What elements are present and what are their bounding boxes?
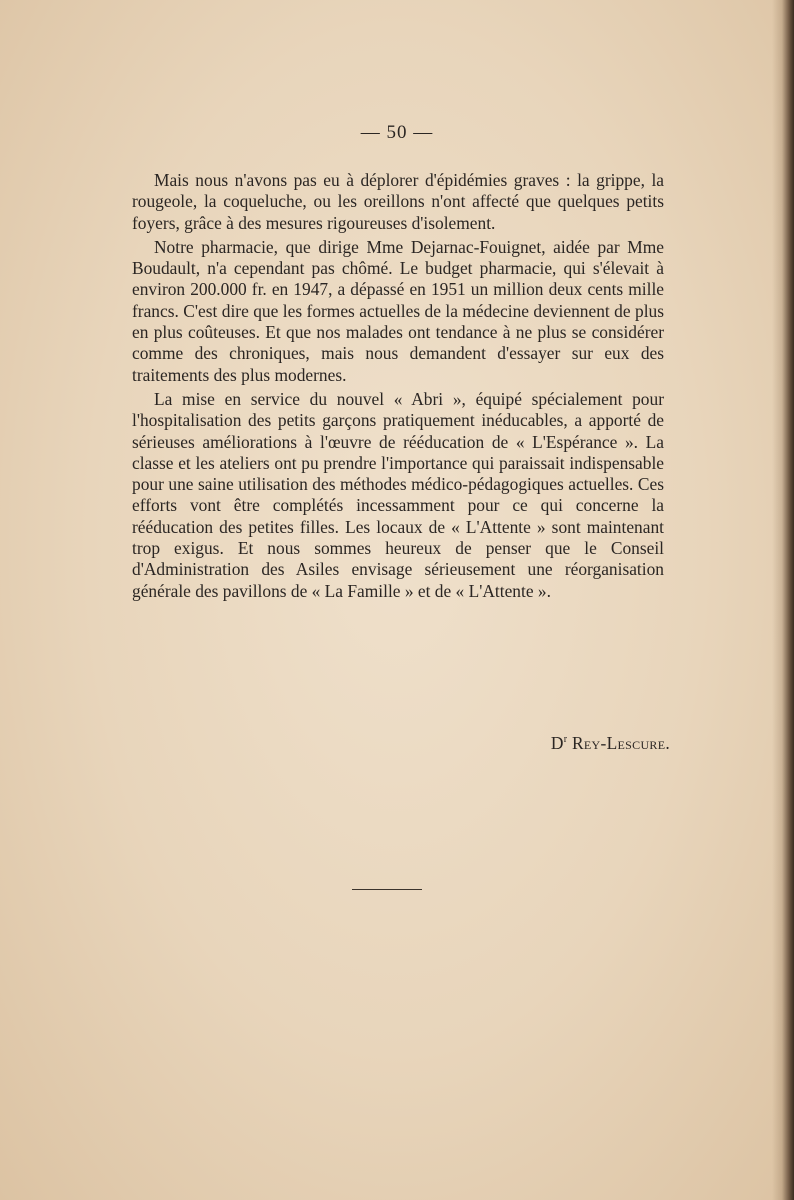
paragraph-pharmacy: Notre pharmacie, que dirige Mme Dejarnac-Fouignet, aidée par Mme Boudault, n'a cependant pas chômé. Le budget pharmacie, qui s'élevait à environ 200.000 fr. en 1947, a dépassé en 1951 un million deux cents mille francs. C'est dire que les formes actuelles de la médecine deviennent de plus en plus coûteuses. Et que nos malades ont tendance à ne plus se considérer comme des chroniques, mais nous demandent d'essayer sur eux des traitements des plus modernes. xyxy=(132,236,664,385)
signature xyxy=(551,733,670,754)
signature-title-superscript: r xyxy=(563,734,568,746)
body-text xyxy=(132,170,664,605)
signature-title: D xyxy=(550,733,564,753)
paragraph-abri: La mise en service du nouvel « Abri », équipé spécialement pour l'hospitalisation des petits garçons pratiquement inéducables, a apporté de sérieuses améliorations à l'œuvre de rééducation de « L'Espérance ». La classe et les ateliers ont pu prendre l'importance qui paraissait indispensable pour une saine utilisation des méthodes médico-pédagogiques actuelles. Ces efforts vont être complétés incessamment pour ce qui concerne la rééducation des petites filles. Les locaux de « L'Attente » sont maintenant trop exigus. Et nous sommes heureux de penser que le Conseil d'Administration des Asiles envisage sérieusement une réorganisation générale des pavillons de « La Famille » et de « L'Attente ». xyxy=(132,388,664,601)
paragraph-epidemics: Mais nous n'avons pas eu à déplorer d'épidémies graves : la grippe, la rougeole, la coqueluche, ou les oreillons n'ont affecté que quelques petits foyers, grâce à des mesures rigoureuses d'isolement. xyxy=(132,170,664,233)
end-divider xyxy=(352,889,422,890)
signature-name: Rey-Lescure. xyxy=(572,733,670,753)
page-spine-shadow xyxy=(772,0,794,1200)
page-number: — 50 — xyxy=(360,122,434,143)
